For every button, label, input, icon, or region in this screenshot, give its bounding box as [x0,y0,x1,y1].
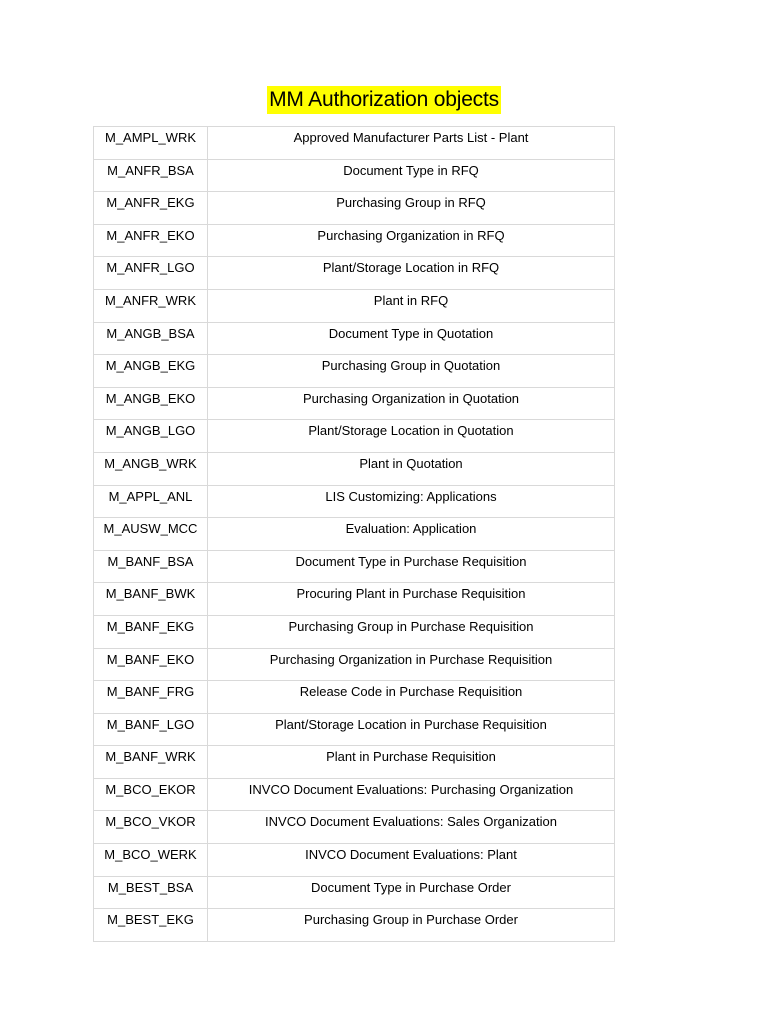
table-body [94,127,615,942]
object-description: Purchasing Group in Quotation [321,358,501,374]
table-row [94,876,615,909]
page-title: MM Authorization objects [267,86,501,114]
table-row [94,909,615,942]
title-container [0,86,768,114]
table-row [94,224,615,257]
object-code: M_BANF_BWK [105,586,196,602]
object-code-cell [94,681,208,714]
table-row [94,550,615,583]
object-code: M_AUSW_MCC [103,521,198,537]
table-row [94,127,615,160]
object-description: Purchasing Group in RFQ [336,195,486,211]
object-description-cell [208,289,615,322]
object-description: Plant/Storage Location in Purchase Requisition [275,716,547,732]
authorization-objects-table [93,126,615,942]
object-description-cell [208,518,615,551]
table-row [94,681,615,714]
object-description: Plant in RFQ [373,292,449,308]
object-description-cell [208,909,615,942]
object-code: M_ANGB_EKO [105,390,196,406]
object-code: M_ANGB_BSA [106,325,195,341]
object-description: Purchasing Organization in Purchase Requisition [269,651,553,667]
table-row [94,322,615,355]
object-description: Purchasing Group in Purchase Order [304,912,518,928]
table-row [94,713,615,746]
object-description-cell [208,192,615,225]
table-row [94,355,615,388]
object-code-cell [94,322,208,355]
object-description: Release Code in Purchase Requisition [299,684,523,700]
object-description: INVCO Document Evaluations: Purchasing Organization [248,781,574,797]
object-description-cell [208,550,615,583]
table-row [94,420,615,453]
object-description-cell [208,159,615,192]
object-code-cell [94,387,208,420]
table-row [94,811,615,844]
object-code: M_ANGB_WRK [104,455,197,471]
object-code-cell [94,355,208,388]
object-description-cell [208,322,615,355]
table-row [94,159,615,192]
table-row [94,844,615,877]
object-description: Purchasing Group in Purchase Requisition [288,618,534,634]
object-description: LIS Customizing: Applications [325,488,497,504]
object-description: Document Type in Quotation [328,325,494,341]
object-code: M_ANGB_EKG [105,358,196,374]
object-code-cell [94,844,208,877]
object-code-cell [94,485,208,518]
object-code: M_BANF_EKO [106,651,195,667]
object-code: M_BEST_BSA [107,879,194,895]
table-row [94,746,615,779]
object-code: M_BEST_EKG [107,912,194,928]
object-description-cell [208,713,615,746]
object-code-cell [94,746,208,779]
object-code-cell [94,648,208,681]
object-code: M_BANF_FRG [106,684,195,700]
object-code: M_ANFR_WRK [104,292,196,308]
object-code-cell [94,583,208,616]
object-code-cell [94,159,208,192]
table-row [94,387,615,420]
object-code: M_ANFR_EKG [106,195,195,211]
object-code-cell [94,909,208,942]
object-code-cell [94,713,208,746]
table-row [94,648,615,681]
object-code-cell [94,876,208,909]
object-description: Plant in Purchase Requisition [326,749,496,765]
object-code-cell [94,257,208,290]
object-description: Plant/Storage Location in RFQ [322,260,500,276]
object-code: M_ANGB_LGO [105,423,196,439]
object-code-cell [94,452,208,485]
object-description-cell [208,355,615,388]
object-code-cell [94,778,208,811]
table-row [94,289,615,322]
object-description: Procuring Plant in Purchase Requisition [296,586,526,602]
object-description-cell [208,127,615,160]
object-description-cell [208,452,615,485]
object-code-cell [94,127,208,160]
object-description-cell [208,485,615,518]
object-code: M_BANF_BSA [107,553,194,569]
object-code: M_BANF_EKG [106,618,195,634]
table-row [94,257,615,290]
object-code: M_BCO_VKOR [105,814,196,830]
table-row [94,485,615,518]
object-description-cell [208,778,615,811]
object-description: Approved Manufacturer Parts List - Plant [293,130,529,145]
object-code: M_BCO_WERK [104,847,197,863]
object-description: Plant in Quotation [359,455,463,471]
table-row [94,452,615,485]
object-description: INVCO Document Evaluations: Plant [305,847,517,863]
object-code-cell [94,289,208,322]
object-code-cell [94,811,208,844]
object-description: Document Type in RFQ [343,162,479,178]
object-description-cell [208,420,615,453]
object-code: M_APPL_ANL [108,488,193,504]
object-code: M_AMPL_WRK [104,130,197,145]
table-row [94,583,615,616]
object-code: M_BCO_EKOR [105,781,196,797]
object-code: M_BANF_WRK [105,749,196,765]
object-code: M_ANFR_BSA [107,162,194,178]
object-description-cell [208,746,615,779]
object-description: Evaluation: Application [345,521,477,537]
object-description: Document Type in Purchase Order [311,879,511,895]
table-row [94,778,615,811]
object-description-cell [208,224,615,257]
object-code: M_ANFR_LGO [106,260,195,276]
object-description-cell [208,681,615,714]
object-description: Plant/Storage Location in Quotation [308,423,514,439]
object-description: Purchasing Organization in Quotation [302,390,520,406]
object-description-cell [208,615,615,648]
object-code: M_ANFR_EKO [106,227,195,243]
table-row [94,518,615,551]
object-description-cell [208,257,615,290]
object-code-cell [94,420,208,453]
object-description: Document Type in Purchase Requisition [295,553,527,569]
object-code-cell [94,615,208,648]
object-description-cell [208,876,615,909]
object-description: INVCO Document Evaluations: Sales Organization [265,814,557,830]
object-code-cell [94,192,208,225]
object-code-cell [94,518,208,551]
object-description-cell [208,844,615,877]
object-description-cell [208,811,615,844]
table-row [94,192,615,225]
object-description-cell [208,648,615,681]
object-code-cell [94,550,208,583]
object-description-cell [208,583,615,616]
object-code-cell [94,224,208,257]
table-row [94,615,615,648]
object-code: M_BANF_LGO [106,716,195,732]
object-description: Purchasing Organization in RFQ [317,227,505,243]
object-description-cell [208,387,615,420]
